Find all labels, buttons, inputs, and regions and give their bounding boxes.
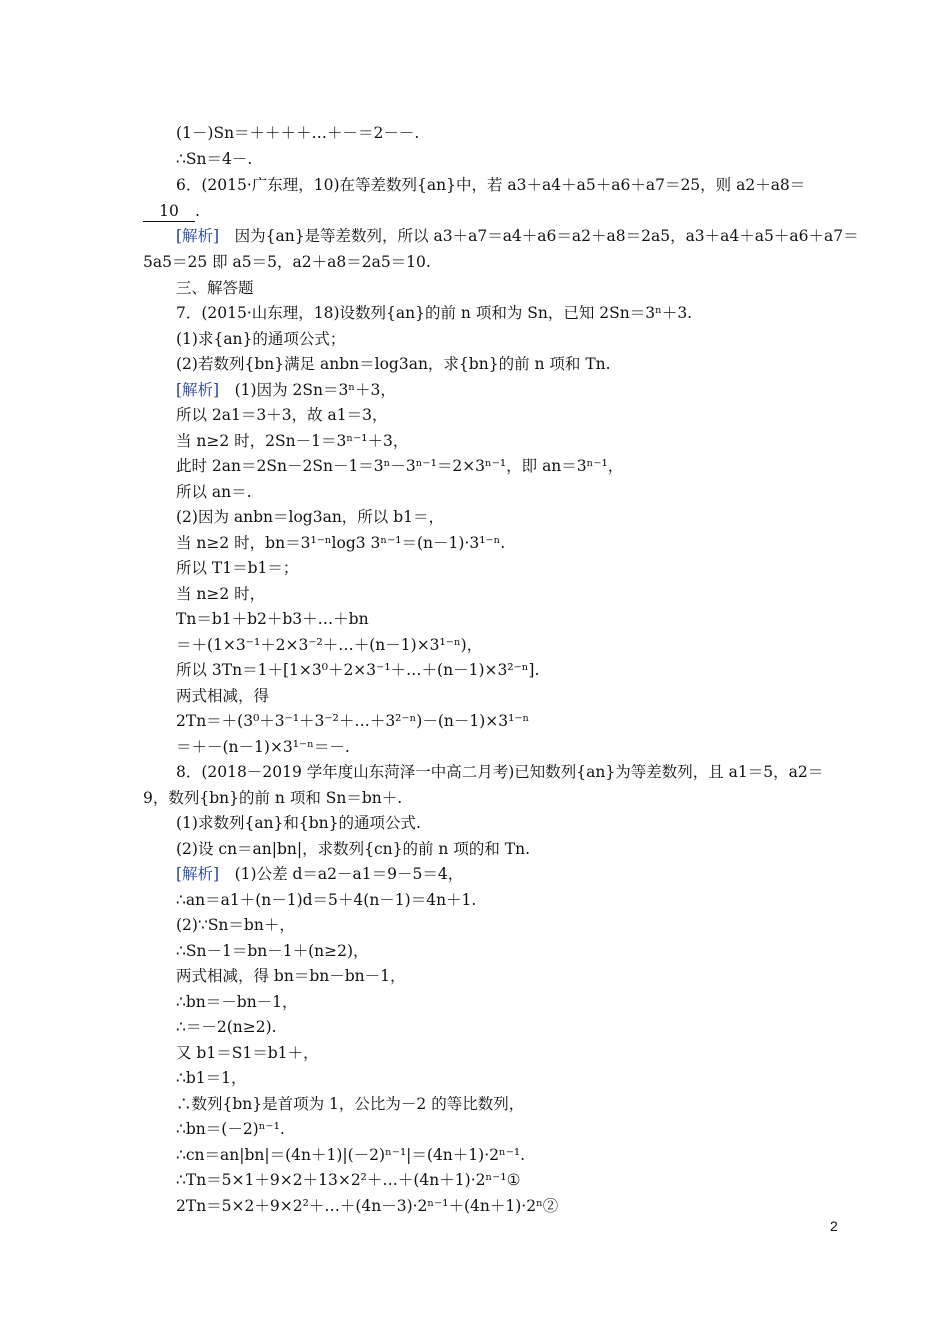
text-line: ∴Tn＝5×1＋9×2＋13×2²＋…＋(4n＋1)·2ⁿ⁻¹① xyxy=(176,1171,521,1189)
solution-tag: [解析] xyxy=(176,381,220,399)
text-line: 又 b1＝S1＝b1＋， xyxy=(176,1044,319,1062)
text-line: ∴b1＝1， xyxy=(176,1069,247,1087)
text-line: (2)因为 anbn＝log3an，所以 b1＝， xyxy=(176,508,445,526)
solution-text: 因为{an}是等差数列，所以 a3＋a7＝a4＋a6＝a2＋a8＝2a5，a3＋a4＋a5＋a6＋a7＝ xyxy=(219,227,859,245)
text-line: (2)若数列{bn}满足 anbn＝log3an，求{bn}的前 n 项和 Tn. xyxy=(176,355,611,373)
solution-line xyxy=(176,864,463,884)
solution-tag: [解析] xyxy=(176,227,220,245)
solution-line xyxy=(176,226,859,246)
text-line: 所以 2a1＝3＋3，故 a1＝3， xyxy=(176,406,388,424)
text-line: ∴＝－2(n≥2). xyxy=(176,1018,277,1036)
text-line: (1)求数列{an}和{bn}的通项公式. xyxy=(176,814,421,832)
solution-text: (1)公差 d＝a2－a1＝9－5＝4， xyxy=(219,865,464,883)
text-line: ＝＋－(n－1)×3¹⁻ⁿ＝－. xyxy=(176,738,350,756)
text-line: 9，数列{bn}的前 n 项和 Sn＝bn＋. xyxy=(143,789,403,807)
text-line: (2)∵Sn＝bn＋， xyxy=(176,916,295,934)
text-line: ∴Sn＝4－. xyxy=(176,150,253,168)
text-line: ∴Sn－1＝bn－1＋(n≥2)， xyxy=(176,942,369,960)
problem-7-line: 7．(2015·山东理，18)设数列{an}的前 n 项和为 Sn，已知 2Sn＝3ⁿ＋3. xyxy=(176,304,693,322)
text-line: ∴数列{bn}是首项为 1，公比为－2 的等比数列， xyxy=(176,1095,525,1113)
text-line: 所以 3Tn＝1＋[1×3⁰＋2×3⁻¹＋…＋(n－1)×3²⁻ⁿ]. xyxy=(176,661,540,679)
problem-6-line: 6．(2015·广东理，10)在等差数列{an}中，若 a3＋a4＋a5＋a6＋a7＝25，则 a2＋a8＝ xyxy=(176,176,806,194)
text-line: 2Tn＝5×2＋9×2²＋…＋(4n－3)·2ⁿ⁻¹＋(4n＋1)·2ⁿ② xyxy=(176,1197,559,1215)
text-line: 当 n≥2 时，2Sn－1＝3ⁿ⁻¹＋3， xyxy=(176,432,409,450)
text-line: ∴bn＝(－2)ⁿ⁻¹. xyxy=(176,1120,285,1138)
text-line: 所以 an＝. xyxy=(176,483,252,501)
text-line: ＝＋(1×3⁻¹＋2×3⁻²＋…＋(n－1)×3¹⁻ⁿ)， xyxy=(176,636,483,654)
text-line: 所以 T1＝b1＝； xyxy=(176,559,299,577)
solution-line xyxy=(176,380,396,400)
text-line: (2)设 cn＝an|bn|，求数列{cn}的前 n 项的和 Tn. xyxy=(176,840,531,858)
answer-period: . xyxy=(195,202,200,220)
text-line: ∴cn＝an|bn|＝(4n＋1)|(－2)ⁿ⁻¹|＝(4n＋1)·2ⁿ⁻¹. xyxy=(176,1146,526,1164)
text-line: 2Tn＝＋(3⁰＋3⁻¹＋3⁻²＋…＋3²⁻ⁿ)－(n－1)×3¹⁻ⁿ xyxy=(176,712,530,730)
text-line: ∴bn＝－bn－1， xyxy=(176,993,298,1011)
answer-blank-line xyxy=(143,201,200,222)
text-line: 两式相减，得 xyxy=(176,687,270,705)
answer-blank: 10 xyxy=(143,201,195,222)
text-line: (1)求{an}的通项公式； xyxy=(176,330,346,348)
solution-text: (1)因为 2Sn＝3ⁿ＋3， xyxy=(219,381,396,399)
text-line: 5a5＝25 即 a5＝5，a2＋a8＝2a5＝10. xyxy=(143,253,431,271)
text-line: ∴an＝a1＋(n－1)d＝5＋4(n－1)＝4n＋1. xyxy=(176,891,477,909)
text-line: 两式相减，得 bn＝bn－bn－1， xyxy=(176,967,406,985)
text-line: (1－)Sn＝＋＋＋＋…＋－＝2－－. xyxy=(176,124,420,142)
solution-tag: [解析] xyxy=(176,865,220,883)
text-line: 此时 2an＝2Sn－2Sn－1＝3ⁿ－3ⁿ⁻¹＝2×3ⁿ⁻¹，即 an＝3ⁿ⁻¹， xyxy=(176,457,624,475)
text-line: 当 n≥2 时，bn＝3¹⁻ⁿlog3 3ⁿ⁻¹＝(n－1)·3¹⁻ⁿ. xyxy=(176,534,506,552)
problem-8-line: 8．(2018－2019 学年度山东菏泽一中高二月考)已知数列{an}为等差数列，且 a1＝5，a2＝ xyxy=(176,763,824,781)
text-line: 当 n≥2 时， xyxy=(176,585,266,603)
page-number: 2 xyxy=(830,1218,838,1234)
section-heading: 三、解答题 xyxy=(176,279,254,297)
text-line: Tn＝b1＋b2＋b3＋…＋bn xyxy=(176,610,369,628)
